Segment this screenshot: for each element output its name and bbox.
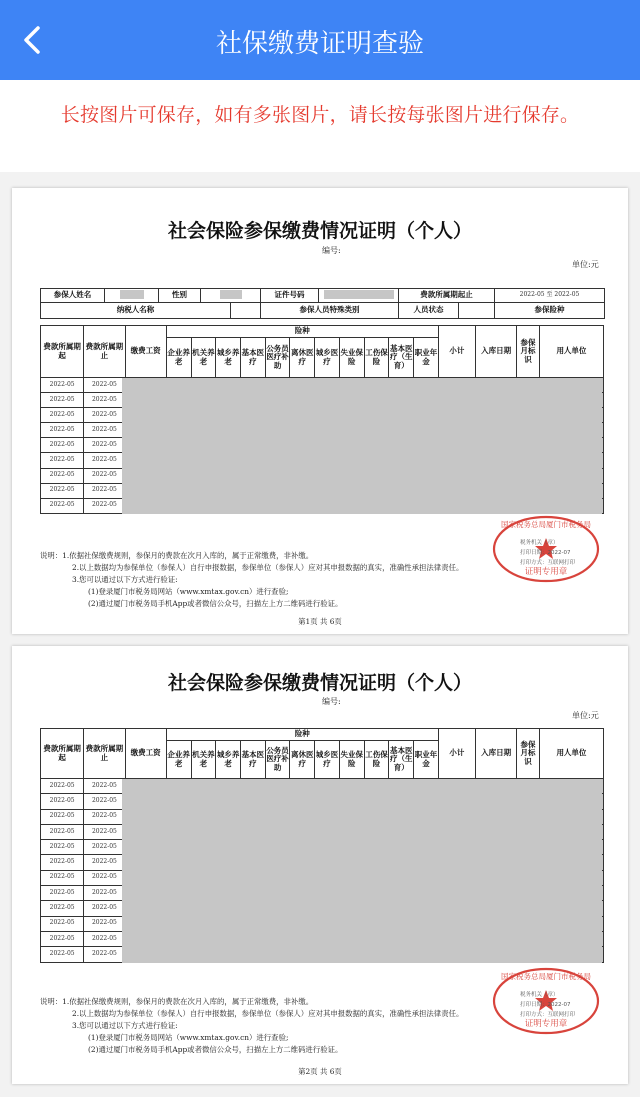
col-period-start: 费款所属期起 (41, 729, 84, 779)
row-period-end: 2022-05 (84, 779, 125, 794)
taxpayer-label: 纳税人名称 (41, 303, 231, 319)
col-type: 离休医疗 (290, 338, 315, 378)
col-type: 基本医疗（生育） (389, 741, 414, 779)
number-label: 编号: (322, 246, 341, 255)
gender-value (201, 289, 261, 303)
notes (40, 996, 463, 1056)
col-type: 公务员医疗补助 (265, 338, 290, 378)
col-type: 工伤保险 (364, 741, 389, 779)
row-period-start: 2022-05 (41, 840, 84, 855)
note-line: 2.以上数据均为参保单位（参保人）自行申报数据，参保单位（参保人）应对其申报数据的真实，准确性承担法律责任。 (72, 1009, 464, 1018)
row-period-end: 2022-05 (84, 916, 125, 931)
name-label: 参保人姓名 (41, 289, 105, 303)
seal-line-b: 打印日期：2022-07 (520, 1002, 571, 1008)
row-period-start: 2022-05 (41, 779, 84, 794)
document-title: 社会保险参保缴费情况证明（个人） (167, 220, 472, 242)
row-period-end: 2022-05 (84, 947, 125, 962)
top-bar (0, 0, 640, 80)
number-label: 编号: (322, 697, 341, 706)
row-period-start: 2022-05 (41, 870, 84, 885)
row-period-start: 2022-05 (41, 901, 84, 916)
col-type: 城乡医疗 (315, 338, 340, 378)
row-period-start: 2022-05 (41, 824, 84, 839)
col-type: 基本医疗 (240, 741, 265, 779)
page-footer: 第2页 共 6页 (298, 1067, 342, 1076)
col-subtotal: 小计 (438, 326, 475, 378)
seal-line-b: 打印日期：2022-07 (520, 550, 571, 556)
row-period-end: 2022-05 (84, 794, 125, 809)
document-title: 社会保险参保缴费情况证明（个人） (167, 672, 472, 694)
seal-outer-text: 国家税务总局厦门市税务局 (501, 520, 591, 529)
note-line: (2)通过厦门市税务局手机App或者微信公众号，扫描左上方二维码进行验证。 (88, 599, 343, 608)
certificate-page-2[interactable] (12, 646, 628, 1084)
col-flag: 参保月标识 (517, 729, 540, 779)
redacted-data (122, 378, 602, 514)
row-period-end: 2022-05 (84, 423, 125, 438)
col-type: 城乡养老 (216, 741, 241, 779)
insurance-label: 参保险种 (495, 303, 605, 319)
col-type: 离休医疗 (290, 741, 315, 779)
info-table-2 (40, 302, 605, 319)
col-type: 工伤保险 (364, 338, 389, 378)
row-period-start: 2022-05 (41, 378, 84, 393)
col-insurance-group: 险种 (166, 729, 438, 741)
note-line: 3.您可以通过以下方式进行验证: (72, 1021, 178, 1030)
col-type: 城乡养老 (216, 338, 241, 378)
seal-line-c: 打印方式：互联网打印 (520, 560, 576, 566)
col-type: 公务员医疗补助 (265, 741, 290, 779)
row-period-start: 2022-05 (41, 498, 84, 513)
col-type: 企业养老 (166, 741, 191, 779)
note-line: (1)登录厦门市税务局网站（www.xmtax.gov.cn）进行查验; (88, 1033, 289, 1042)
col-type: 企业养老 (166, 338, 191, 378)
note-line: 说明：1.依据社保缴费规则，参保月的费款在次月入库的，属于正常缴费，非补缴。 (40, 551, 314, 560)
row-period-start: 2022-05 (41, 886, 84, 901)
row-period-start: 2022-05 (41, 453, 84, 468)
save-hint: 长按图片可保存，如有多张图片，请长按每张图片进行保存。 (60, 104, 580, 126)
period-label: 费款所属期起止 (399, 289, 495, 303)
note-line: 说明：1.依据社保缴费规则，参保月的费款在次月入库的，属于正常缴费，非补缴。 (40, 997, 314, 1006)
row-period-end: 2022-05 (84, 453, 125, 468)
row-period-start: 2022-05 (41, 931, 84, 946)
row-period-end: 2022-05 (84, 468, 125, 483)
redacted-data (122, 779, 602, 963)
col-employer: 用人单位 (539, 326, 603, 378)
id-label: 证件号码 (261, 289, 319, 303)
col-type: 基本医疗 (240, 338, 265, 378)
row-period-end: 2022-05 (84, 886, 125, 901)
row-period-end: 2022-05 (84, 498, 125, 513)
certificate-page-1[interactable] (12, 188, 628, 634)
id-value (319, 289, 399, 303)
row-period-start: 2022-05 (41, 408, 84, 423)
seal-line-a: 税务机关（章） (520, 540, 559, 546)
note-line: (1)登录厦门市税务局网站（www.xmtax.gov.cn）进行查验; (88, 587, 289, 596)
official-seal (490, 966, 602, 1036)
col-type: 职业年金 (414, 338, 439, 378)
col-type: 失业保险 (339, 338, 364, 378)
page-footer: 第1页 共 6页 (298, 617, 342, 626)
note-line: 3.您可以通过以下方式进行验证: (72, 575, 178, 584)
status-value (459, 303, 495, 319)
seal-outer-text: 国家税务总局厦门市税务局 (501, 972, 591, 981)
col-insurance-group: 险种 (166, 326, 438, 338)
row-period-start: 2022-05 (41, 423, 84, 438)
info-table (40, 288, 605, 303)
row-period-end: 2022-05 (84, 840, 125, 855)
col-type: 职业年金 (414, 741, 439, 779)
name-value (105, 289, 159, 303)
row-period-end: 2022-05 (84, 483, 125, 498)
row-period-end: 2022-05 (84, 870, 125, 885)
col-type: 失业保险 (339, 741, 364, 779)
col-wage: 缴费工资 (125, 729, 166, 779)
row-period-end: 2022-05 (84, 824, 125, 839)
row-period-start: 2022-05 (41, 809, 84, 824)
note-line: (2)通过厦门市税务局手机App或者微信公众号，扫描左上方二维码进行验证。 (88, 1045, 343, 1054)
note-line: 2.以上数据均为参保单位（参保人）自行申报数据，参保单位（参保人）应对其申报数据的真实，准确性承担法律责任。 (72, 563, 464, 572)
gender-label: 性别 (159, 289, 201, 303)
seal-bottom-text: 证明专用章 (524, 1019, 568, 1029)
row-period-end: 2022-05 (84, 393, 125, 408)
special-category-label: 参保人员特殊类别 (261, 303, 399, 319)
col-type: 基本医疗（生育） (389, 338, 414, 378)
col-type: 城乡医疗 (315, 741, 340, 779)
seal-bottom-text: 证明专用章 (524, 567, 568, 577)
row-period-end: 2022-05 (84, 408, 125, 423)
taxpayer-value (231, 303, 261, 319)
col-employer: 用人单位 (539, 729, 603, 779)
row-period-end: 2022-05 (84, 901, 125, 916)
row-period-start: 2022-05 (41, 794, 84, 809)
col-period-end: 费款所属期止 (84, 326, 125, 378)
col-wage: 缴费工资 (125, 326, 166, 378)
status-label: 人员状态 (399, 303, 459, 319)
notes (40, 550, 463, 610)
row-period-start: 2022-05 (41, 438, 84, 453)
row-period-end: 2022-05 (84, 809, 125, 824)
col-type: 机关养老 (191, 741, 216, 779)
col-period-end: 费款所属期止 (84, 729, 125, 779)
col-flag: 参保月标识 (517, 326, 540, 378)
page-title: 社保缴费证明查验 (215, 29, 424, 59)
seal-line-a: 税务机关（章） (520, 992, 559, 998)
row-period-end: 2022-05 (84, 378, 125, 393)
col-type: 机关养老 (191, 338, 216, 378)
row-period-start: 2022-05 (41, 393, 84, 408)
row-period-end: 2022-05 (84, 855, 125, 870)
col-period-start: 费款所属期起 (41, 326, 84, 378)
col-entry-date: 入库日期 (475, 326, 516, 378)
row-period-end: 2022-05 (84, 438, 125, 453)
row-period-start: 2022-05 (41, 855, 84, 870)
unit-label: 单位:元 (572, 260, 599, 269)
row-period-start: 2022-05 (41, 468, 84, 483)
row-period-start: 2022-05 (41, 483, 84, 498)
period-value: 2022-05 至 2022-05 (495, 289, 605, 303)
row-period-end: 2022-05 (84, 931, 125, 946)
seal-line-c: 打印方式：互联网打印 (520, 1012, 576, 1018)
row-period-start: 2022-05 (41, 947, 84, 962)
official-seal (490, 514, 602, 584)
row-period-start: 2022-05 (41, 916, 84, 931)
col-subtotal: 小计 (438, 729, 475, 779)
col-entry-date: 入库日期 (475, 729, 516, 779)
unit-label: 单位:元 (572, 711, 599, 720)
